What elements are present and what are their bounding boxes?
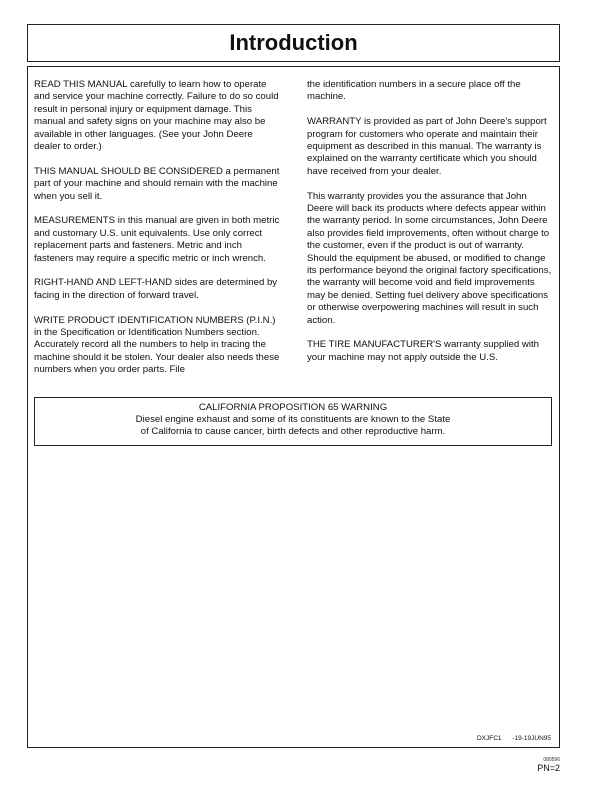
paragraph-warranty: WARRANTY is provided as part of John Deere's support program for customers who operate and maintain their equipment as described in this manual. The warranty is explained on the warranty certificate which you should have received from your dealer. (307, 116, 547, 177)
page-number: PN=2 (537, 763, 560, 773)
paragraph-warranty-assurance: This warranty provides you the assurance that John Deere will back its products where defects appear within the warranty period. In some circumstances, John Deere also provides field improvements, often without charge to the customer, even if the product is out of warranty. Should the equipment be abused, or modified to change its performance beyond the original factory specifications, the warranty will become void and field improvements may be denied. Setting fuel delivery above specifications or otherwise overpowering machines will result in such action. (307, 190, 552, 326)
right-column (307, 79, 555, 377)
paragraph-right-left-hand: RIGHT-HAND AND LEFT-HAND sides are determined by facing in the direction of forward travel. (34, 277, 278, 301)
paragraph-measurements: MEASUREMENTS in this manual are given in both metric and customary U.S. unit equivalents. Use only correct replacement parts and fasteners. Metric and inch fasteners may require a specific metric or inch wrench. (34, 215, 280, 264)
warning-line-1: Diesel engine exhaust and some of its constituents are known to the State (135, 414, 451, 426)
paragraph-pin: WRITE PRODUCT IDENTIFICATION NUMBERS (P.I.N.) in the Specification or Identification Numbers section. Accurately record all the numbers to help in tracing the machine should it be stolen. Your dealer also needs these numbers when you order parts. File (34, 314, 280, 376)
warning-line-2: of California to cause cancer, birth defects and other reproductive harm. (140, 426, 446, 438)
paragraph-pin-continued: the identification numbers in a secure place off the machine. (307, 79, 521, 103)
prop65-warning-box (34, 397, 552, 446)
footer-code: 080596 (543, 757, 560, 763)
warning-heading: CALIFORNIA PROPOSITION 65 WARNING (198, 402, 388, 413)
paragraph-tire-warranty: THE TIRE MANUFACTURER'S warranty supplied with your machine may not apply outside the U.S. (307, 339, 539, 363)
content-frame (27, 66, 560, 748)
left-column (34, 79, 280, 389)
paragraph-read-manual: READ THIS MANUAL carefully to learn how to operate and service your machine correctly. Failure to do so could result in personal injury or equipment damage. This manual and safety signs on your machine may also be available in other languages. (See your John Deere dealer to order.) (34, 79, 279, 153)
document-code: DXJFC1 -19-19JUN95 (476, 735, 551, 742)
page-title: Introduction (229, 30, 358, 55)
paragraph-manual-permanent: THIS MANUAL SHOULD BE CONSIDERED a permanent part of your machine and should remain with the machine when you sell it. (34, 165, 280, 202)
title-box (27, 24, 560, 62)
